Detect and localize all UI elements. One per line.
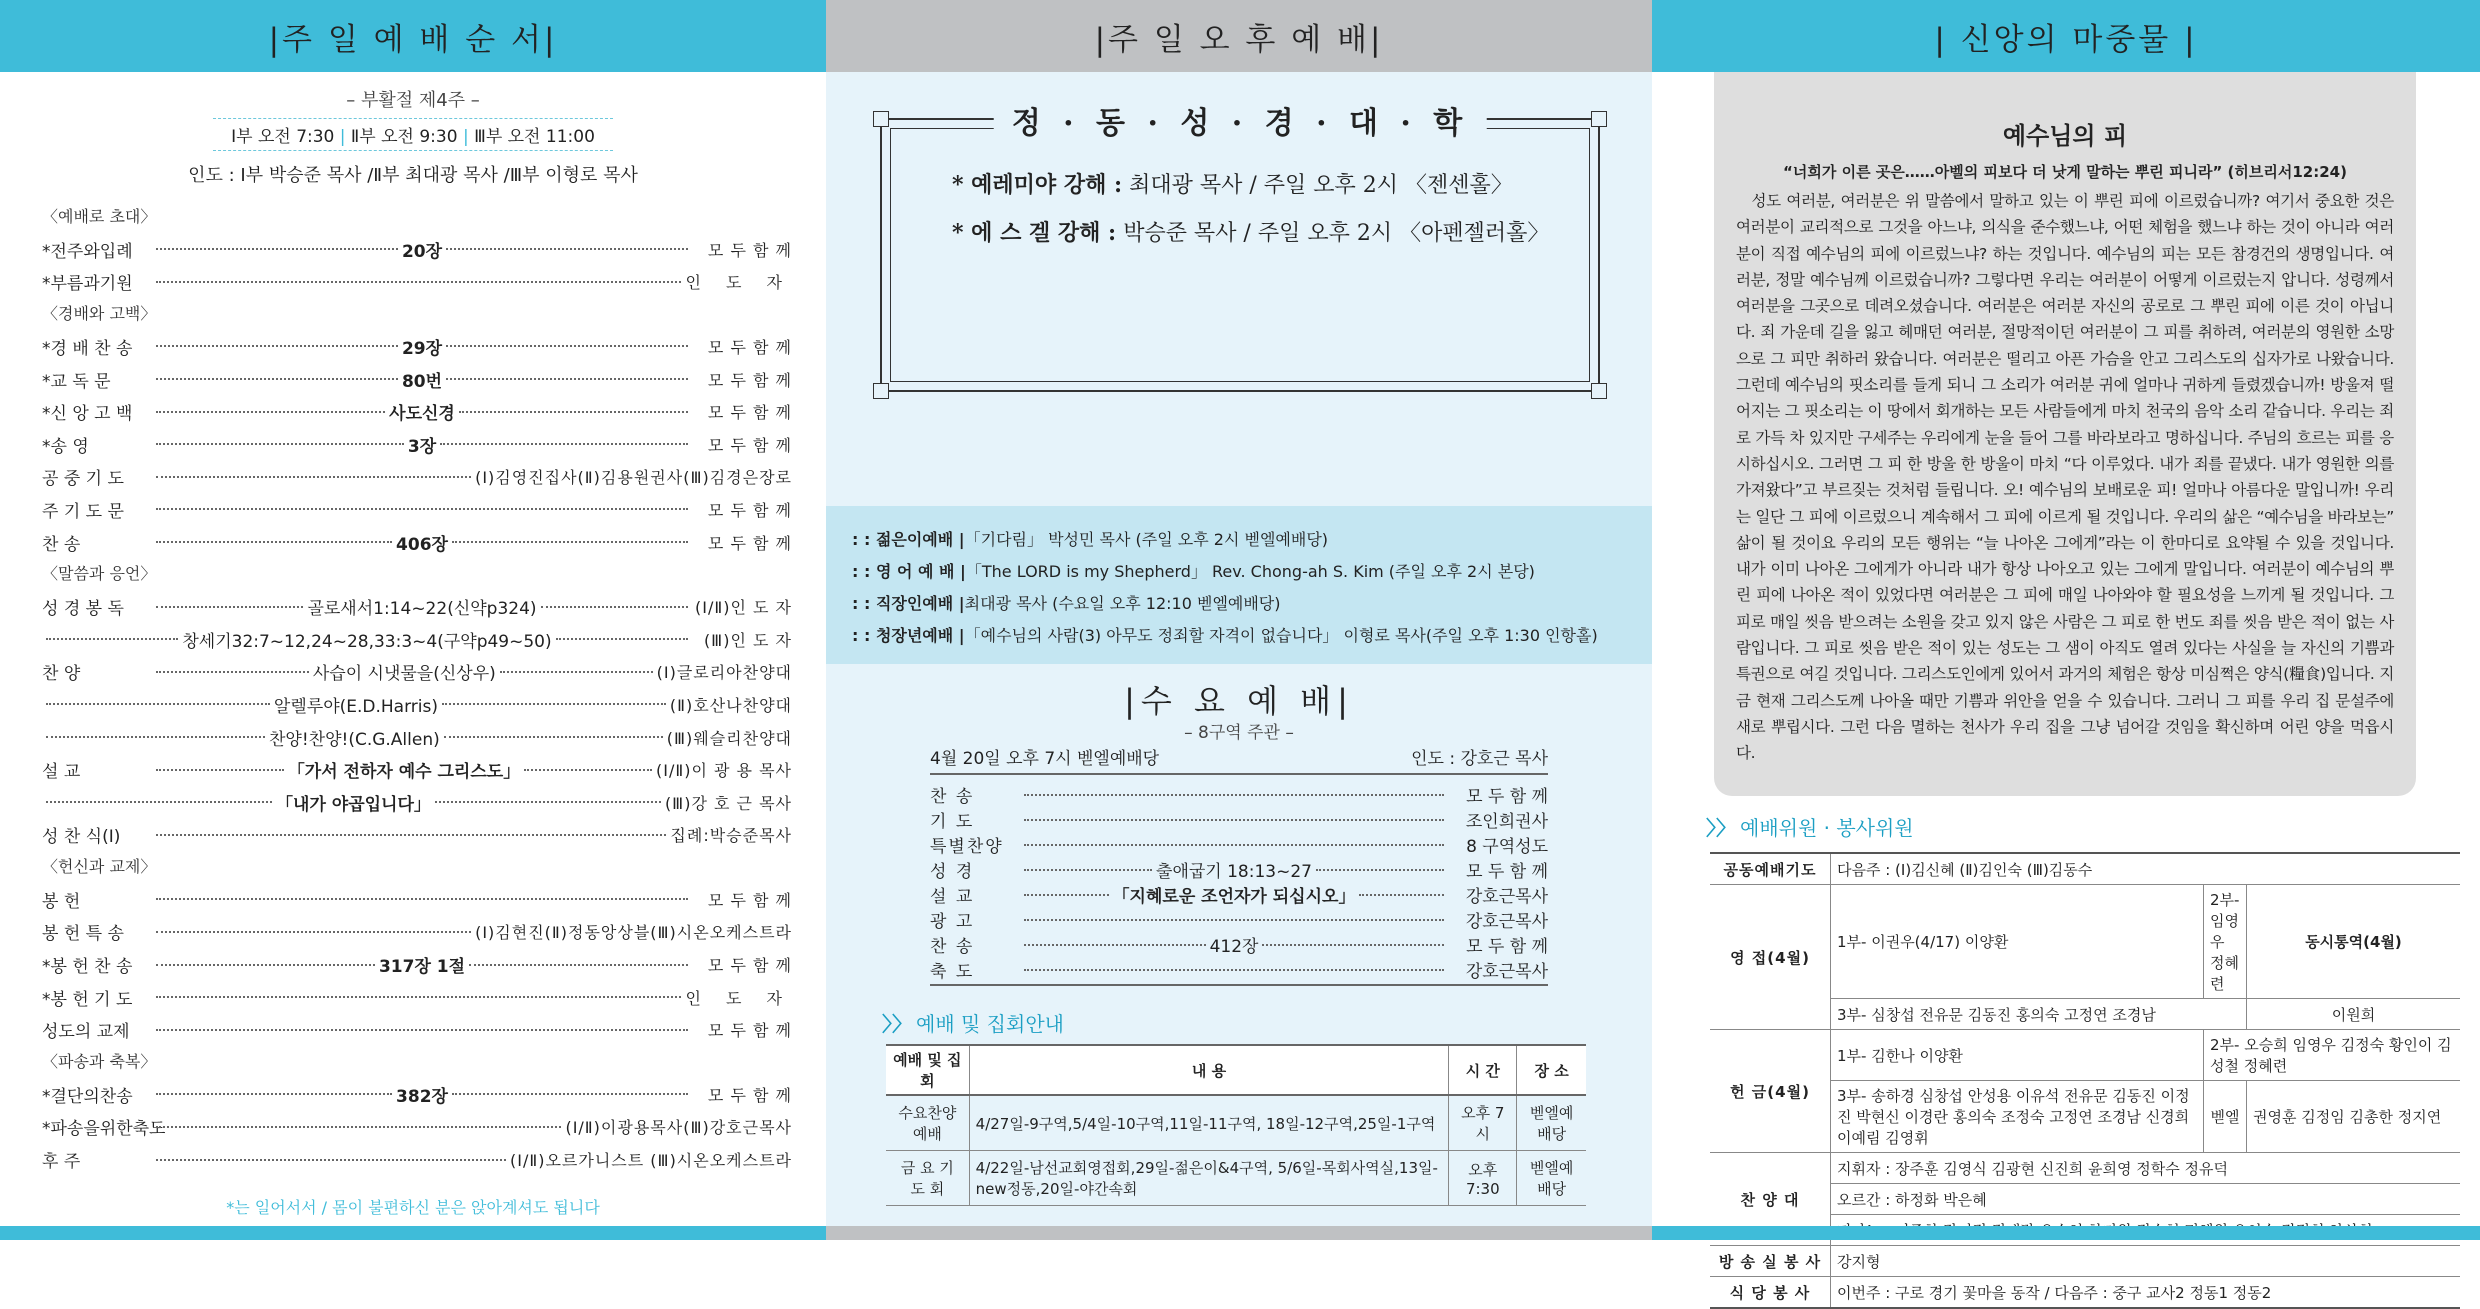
order-item-leader: 인 도 자 <box>685 273 792 293</box>
order-item-name: *송 영 <box>42 436 89 457</box>
order-item-name: 성도의 교제 <box>42 1022 130 1043</box>
order-item-name: 후 주 <box>42 1152 81 1173</box>
wednesday-worship-header: |수 요 예 배| <box>1124 682 1354 720</box>
worship-order-list <box>42 201 792 1176</box>
dot-leader <box>1262 944 1444 946</box>
faith-column <box>1652 0 2480 1302</box>
table-row: 공동예배기도 다음주 : (Ⅰ)김신혜 (Ⅱ)김인숙 (Ⅲ)김동수 <box>1710 853 2460 885</box>
dot-leader <box>1024 844 1444 846</box>
order-item-content: 창세기32:7~12,24~28,33:3~4(구약p49~50) <box>182 631 552 652</box>
wednesday-worship-info <box>930 744 1548 775</box>
afternoon-worship-column <box>826 0 1652 1240</box>
order-item-content: 「내가 야곱입니다」 <box>276 794 431 815</box>
order-item-leader: 집례:박승준목사 <box>670 826 792 846</box>
order-item-name: 성 경 봉 독 <box>42 599 124 620</box>
order-item-name: 주 기 도 문 <box>42 501 124 522</box>
double-chevron-icon: 〉〉 <box>882 1012 912 1036</box>
dot-leader <box>1024 944 1206 946</box>
divider <box>930 984 1548 986</box>
dot-leader <box>156 996 681 998</box>
wednesday-item-name: 찬 송 <box>930 937 975 957</box>
order-section-label: 〈헌신과 교제〉 <box>42 857 157 877</box>
order-item-name: *봉 헌 기 도 <box>42 989 133 1010</box>
order-item-name: *전주와입례 <box>42 241 133 262</box>
wednesday-item-content: 「지혜로운 조언자가 되십시오」 <box>1112 887 1356 907</box>
dot-leader <box>156 1029 688 1031</box>
dot-leader <box>156 606 303 608</box>
bottom-bar <box>826 1226 1652 1240</box>
wednesday-item-name: 설 교 <box>930 887 975 907</box>
wednesday-item-leader: 모 두 함 께 <box>1466 787 1548 807</box>
order-item-name: 찬 양 <box>42 664 81 685</box>
order-row <box>42 688 792 721</box>
wednesday-item-leader: 조인희권사 <box>1465 812 1548 832</box>
order-row <box>42 233 792 266</box>
dot-leader <box>459 411 688 413</box>
dot-leader <box>1024 869 1152 871</box>
order-item-leader: 모 두 함 께 <box>707 533 793 553</box>
table-row: 3부- 송하경 심창섭 안성용 이유석 전유문 김동진 이정진 박현신 이경란 홍의숙 조정숙 고정연 조경남 신경희 이예림 김영휘 벧엘 권영훈 김정임 김총한 정지연 <box>1710 1081 2460 1153</box>
dot-leader <box>156 248 398 250</box>
standing-notice: *는 일어서서 / 몸이 불편하신 분은 앉아계셔도 됩니다 <box>226 1198 600 1217</box>
wednesday-item-leader: 강호근목사 <box>1465 912 1548 932</box>
wednesday-worship-subtitle: – 8구역 주관 – <box>1184 723 1294 743</box>
order-item-leader: 모 두 함 께 <box>707 370 792 390</box>
wednesday-row <box>930 807 1548 832</box>
order-row <box>42 623 792 656</box>
wednesday-item-content: 출애굽기 18:13~27 <box>1156 862 1312 882</box>
wednesday-row <box>930 957 1548 982</box>
order-item-leader: (Ⅲ)웨슬리찬양대 <box>666 728 793 748</box>
table-header: 시 간 <box>1449 1045 1517 1095</box>
wednesday-row <box>930 882 1548 907</box>
order-item-leader: 모 두 함 께 <box>707 956 793 976</box>
order-item-name: 봉 헌 <box>42 891 81 912</box>
youth-service-line: : : 젊은이예배 |「기다림」 박성민 목사 (주일 오후 2시 벧엘예배당) <box>852 530 1329 549</box>
wednesday-item-name: 성 경 <box>930 862 975 882</box>
frame-corner <box>1591 383 1607 399</box>
dot-leader <box>446 345 688 347</box>
dot-leader <box>440 443 688 445</box>
frame-corner <box>873 383 889 399</box>
dot-leader <box>435 801 661 803</box>
devotional-quote: “너희가 이른 곳은……아벨의 피보다 더 낫게 말하는 뿌린 피니라” (히브리서12:24) <box>1783 163 2347 181</box>
dot-leader <box>156 411 385 413</box>
order-item-leader: 모 두 함 께 <box>707 1085 793 1105</box>
dot-leader <box>452 541 688 543</box>
table-row: 방 송 실 봉 사 강지형 <box>1710 1246 2460 1277</box>
order-item-leader: (Ⅲ)강 호 근 목사 <box>664 793 792 813</box>
order-row <box>42 1013 792 1046</box>
dot-leader <box>156 345 398 347</box>
order-item-name: *신 앙 고 백 <box>42 404 133 425</box>
dot-leader <box>442 703 666 705</box>
table-header: 장 소 <box>1517 1045 1586 1095</box>
order-row <box>42 883 792 916</box>
order-item-content: 알렐루야(E.D.Harris) <box>273 696 438 717</box>
faith-header: | 신앙의 마중물 | <box>1652 0 2480 72</box>
devotional-body: 성도 여러분, 여러분은 위 말씀에서 말하고 있는 이 뿌린 피에 이르렀습니까? 여기서 중요한 것은 여러분이 교리적으로 그것을 아느냐, 의식을 준수했느냐, 어떤 체험을 했느냐 하는 것이 아니라 여러분이 직접 예수님의 피에 이르렀느냐? 하는 것입니다. 예수님의 피는 모든 참경건의 생명입니다. 여러분, 정말 예수님께 이르렀습니까? 그렇다면 우리는 여러분이 어떻게 이르렀는지 압니다. 성령께서 여러분을 그곳으로 데려오셨습니다. 여러분은 여러분 자신의 공로로 그 뿌린 피에 이른 것이 아닙니다. 죄 가운데 길을 잃고 헤매던 여러분, 절망적이던 여러분이 그 피를 취하려, 여러분의 영원한 소망으로 그 피만 취하러 왔습니다. 여러분은 떨리고 아픈 가슴을 안고 그리스도의 십자가로 나왔습니다. 그런데 예수님의 핏소리를 들게 되니 그 소리가 여러분 귀에 얼마나 귀하게 들렸겠습니까! 방울져 떨어지는 그 핏소리는 이 땅에서 회개하는 모든 사람들에게 마치 천국의 음악 소리 같습니다. 우리는 죄로 가득 차 있지만 구세주는 우리에게 눈을 들어 그를 바라보라고 명하십니다. 주님의 흐르는 피를 응시하십시오. 그러면 그 피 한 방울 한 방울이 마치 “다 이루었다. 내가 죄를 끝냈다. 내가 영원한 의를 가져왔다”고 부르짖는 것처럼 들립니다. 오! 예수님의 보배로운 피! 얼마나 아름다운 말입니까! 우리는 일단 그 피에 이르렀으니 계속해서 그 피에 이르게 될 것입니다. 우리의 삶은 “예수님을 바라보는” 삶이 될 것이요 우리의 모든 행위는 “늘 나아온 그에게”라는 이 한마디로 요약될 수 있을 것입니다. 내가 이미 나아온 그에게가 아니라 내가 항상 나아오고 있는 그에게 말입니다. 여러분이 예수님의 뿌린 피에 나아온 적이 있었다면 여러분은 그 피에 매일 나아와야 할 필요성을 느끼게 될 것입니다. 그 피로 매일 씻음 받으려는 소원을 갖고 있지 않은 사람은 그 피로 한 번도 죄를 씻음 받은 적이 없는 사람입니다. 그 피로 씻음 받은 적이 있는 성도는 그 샘이 아직도 열려 있다는 사실을 늘 자신의 기쁨과 특권으로 여길 것입니다. 그리스도인에게 있어서 과거의 체험은 항상 미심쩍은 양식(糧食)입니다. 지금 현재 그리스도께 나아올 때만 기쁨과 위안을 얻을 수 있습니다. 그러니 그 피를 우리 집 문설주에 새로 뿌립시다. 그런 다음 멸하는 천사가 우리 집을 그냥 넘어갈 것임을 확신하며 어린 양을 먹읍시다. <box>1736 192 2394 763</box>
order-item-name: *결단의찬송 <box>42 1086 133 1107</box>
order-item-name: *부름과기원 <box>42 274 133 295</box>
double-chevron-icon: 〉〉 <box>1706 816 1736 840</box>
wednesday-row <box>930 832 1548 857</box>
dot-leader <box>1316 869 1444 871</box>
order-item-content: 찬양!찬양!(C.G.Allen) <box>269 729 440 750</box>
table-header: 예배 및 집회 <box>886 1045 969 1095</box>
order-item-content: 317장 1절 <box>378 957 466 978</box>
order-item-leader: 모 두 함 께 <box>707 500 792 520</box>
workers-service-line: : : 직장인예배 |최대광 목사 (수요일 오후 12:10 벧엘예배당) <box>852 594 1281 613</box>
order-item-leader: (Ⅰ/Ⅱ)이광용목사(Ⅲ)강호근목사 <box>565 1118 792 1138</box>
order-section-label: 〈경배와 고백〉 <box>42 304 157 324</box>
order-item-content: 406장 <box>396 534 448 555</box>
order-item-name: *봉 헌 찬 송 <box>42 957 133 978</box>
wednesday-item-content: 412장 <box>1209 937 1259 957</box>
wednesday-item-leader: 8 구역성도 <box>1466 837 1548 857</box>
dot-leader <box>446 248 688 250</box>
dot-leader <box>1024 819 1444 821</box>
dot-leader <box>156 1126 561 1128</box>
bottom-bar <box>1652 1226 2480 1240</box>
order-item-name: *파송을위한축도 <box>42 1119 166 1140</box>
order-item-content: 80번 <box>401 371 443 392</box>
dot-leader <box>156 834 666 836</box>
dot-leader <box>1359 894 1444 896</box>
devotional-box <box>1714 72 2416 796</box>
wednesday-item-name: 찬 송 <box>930 787 975 807</box>
dot-leader <box>1024 969 1444 971</box>
bible-college-frame <box>880 106 1600 392</box>
table-row: 오르간 : 하정화 박은혜 <box>1710 1184 2460 1215</box>
order-item-leader: (Ⅲ)인 도 자 <box>703 630 792 650</box>
order-item-leader: 모 두 함 께 <box>707 337 792 357</box>
dot-leader <box>1024 894 1109 896</box>
order-item-leader: (Ⅰ/Ⅱ)오르가니스트 (Ⅲ)시온오케스트라 <box>510 1151 792 1171</box>
order-item-content: 382장 <box>396 1086 448 1107</box>
easter-week-subtitle: – 부활절 제4주 – <box>346 90 480 111</box>
dot-leader <box>156 898 688 900</box>
order-row <box>42 1143 792 1176</box>
order-item-name: 공 중 기 도 <box>42 469 124 490</box>
dot-leader <box>1024 919 1444 921</box>
dot-leader <box>156 508 688 510</box>
order-item-leader: (Ⅰ/Ⅱ)이 광 용 목사 <box>656 761 793 781</box>
wednesday-item-name: 광 고 <box>930 912 975 932</box>
wednesday-item-leader: 강호근목사 <box>1465 887 1548 907</box>
devotional-title: 예수님의 피 <box>2002 121 2128 150</box>
order-row <box>42 753 792 786</box>
order-item-name: 봉 헌 특 송 <box>42 924 124 945</box>
dot-leader <box>524 769 652 771</box>
wednesday-item-name: 축 도 <box>930 962 975 982</box>
afternoon-worship-header: |주 일 오 후 예 배| <box>826 0 1652 72</box>
dot-leader <box>541 606 688 608</box>
dot-leader <box>156 281 681 283</box>
order-row <box>42 721 792 754</box>
lecture-jeremiah: * 예레미야 강해 : 최대광 목사 / 주일 오후 2시 〈젠센홀〉 <box>952 172 1513 198</box>
dot-leader <box>556 638 688 640</box>
order-row <box>42 461 792 494</box>
order-item-leader: (Ⅰ)글로리아찬양대 <box>656 663 793 683</box>
dot-leader <box>500 671 653 673</box>
order-item-name: *교 독 문 <box>42 371 111 392</box>
order-item-leader: 모 두 함 께 <box>707 1021 792 1041</box>
order-item-leader: (Ⅰ/Ⅱ)인 도 자 <box>694 598 792 618</box>
order-row <box>42 363 792 396</box>
wednesday-item-name: 특별찬양 <box>930 837 1004 857</box>
wednesday-order-list <box>930 782 1548 986</box>
table-row: 금 요 기 도 회 4/22일-남선교회영접회,29일-젊은이&4구역, 5/6일-목회사역실,13일-new정동,20일-야간속회 오후7:30 벧엘예배당 <box>886 1151 1586 1206</box>
adults-service-line: : : 청장년예배 |「예수님의 사람(3) 아무도 정죄할 자격이 없습니다」 이형로 목사(주일 오후 1:30 인항홀) <box>852 626 1598 645</box>
wednesday-item-name: 기 도 <box>930 812 975 832</box>
order-row <box>42 526 792 559</box>
volunteers-section-title: 〉〉 예배위원 · 봉사위원 <box>1706 816 1914 840</box>
order-item-leader: 모 두 함 께 <box>707 403 793 423</box>
order-item-content: 사습이 시냇물을(신상우) <box>312 664 496 685</box>
frame-corner <box>1591 111 1607 127</box>
dot-leader <box>446 378 688 380</box>
dot-leader <box>46 638 178 640</box>
order-section-label: 〈파송과 축복〉 <box>42 1052 157 1072</box>
volunteers-table <box>1710 852 2460 1309</box>
order-item-name: 설 교 <box>42 762 81 783</box>
wednesday-item-leader: 모 두 함 께 <box>1466 862 1548 882</box>
table-row: 헌 금(4월) 1부- 김한나 이양환 2부- 오승희 임영우 김정숙 황인이 김성철 정혜련 <box>1710 1030 2460 1081</box>
order-item-content: 3장 <box>407 436 437 457</box>
dot-leader <box>46 736 265 738</box>
order-row <box>42 493 792 526</box>
wednesday-row <box>930 857 1548 882</box>
order-section-label: 〈예배로 초대〉 <box>42 207 157 226</box>
dot-leader <box>452 1093 688 1095</box>
announcement-table <box>886 1044 1586 1206</box>
order-row <box>42 1111 792 1144</box>
order-item-leader: 모 두 함 께 <box>707 240 792 260</box>
order-item-name: *경 배 찬 송 <box>42 338 133 359</box>
wednesday-row <box>930 907 1548 932</box>
sunday-worship-header: |주 일 예 배 순 서| <box>0 0 826 72</box>
order-row <box>42 656 792 689</box>
service-time-1: Ⅰ부 오전 7:30 <box>231 127 335 147</box>
other-services-band <box>826 506 1652 664</box>
order-row <box>42 428 792 461</box>
dot-leader <box>156 443 404 445</box>
order-item-name: 성 찬 식(Ⅰ) <box>42 827 121 848</box>
order-row <box>42 786 792 819</box>
announcement-section-title: 〉〉 예배 및 집회안내 <box>882 1012 1064 1036</box>
dot-leader <box>156 964 375 966</box>
service-times: Ⅰ부 오전 7:30 | Ⅱ부 오전 9:30 | Ⅲ부 오전 11:00 <box>213 118 613 151</box>
order-row <box>42 395 792 428</box>
order-section-label: 〈말씀과 응언〉 <box>42 564 157 584</box>
table-row: 찬 양 대 지휘자 : 장주훈 김영식 김광현 신진희 윤희영 정학수 정유덕 <box>1710 1153 2460 1184</box>
sunday-worship-order-column <box>0 0 826 1240</box>
order-row <box>42 948 792 981</box>
order-row <box>42 266 792 299</box>
table-header: 내 용 <box>969 1045 1449 1095</box>
order-item-leader: (Ⅰ)김영진집사(Ⅱ)김용원권사(Ⅲ)김경은장로 <box>475 468 792 488</box>
order-row <box>42 916 792 949</box>
order-row <box>42 590 792 623</box>
dot-leader <box>46 703 270 705</box>
wednesday-row <box>930 932 1548 957</box>
order-item-content: 사도신경 <box>389 404 455 425</box>
order-item-leader: 모 두 함 께 <box>707 435 793 455</box>
dot-leader <box>156 931 471 933</box>
dot-leader <box>1024 794 1444 796</box>
order-item-content: 20장 <box>401 241 443 262</box>
order-item-content: 골로새서1:14~22(신약p324) <box>307 599 537 620</box>
wednesday-leader: 인도 : 강호근 목사 <box>1411 749 1548 769</box>
dot-leader <box>156 476 471 478</box>
order-item-content: 29장 <box>401 338 443 359</box>
bible-college-title: 정 · 동 · 성 · 경 · 대 · 학 <box>994 98 1487 142</box>
order-item-name: 찬 송 <box>42 534 81 555</box>
dot-leader <box>156 769 284 771</box>
dot-leader <box>444 736 663 738</box>
dot-leader <box>156 1093 392 1095</box>
table-row: 3부- 심창섭 전유문 김동진 홍의숙 고정연 조경남 이원희 <box>1710 999 2460 1030</box>
english-service-line: : : 영 어 예 배 |「The LORD is my Shepherd」 Rev. Chong-ah S. Kim (주일 오후 2시 본당) <box>852 562 1535 581</box>
order-row <box>42 1078 792 1111</box>
dot-leader <box>156 541 392 543</box>
order-item-leader: (Ⅱ)호산나찬양대 <box>669 695 793 715</box>
wednesday-item-leader: 모 두 함 께 <box>1466 937 1548 957</box>
service-time-3: Ⅲ부 오전 11:00 <box>474 127 595 147</box>
table-row: 영 접(4월) 1부- 이권우(4/17) 이양환 2부- 임영우 정혜련 동시통역(4월) <box>1710 885 2460 999</box>
table-row: 수요찬양예배 4/27일-9구역,5/4일-10구역,11일-11구역, 18일-12구역,25일-1구역 오후 7시 벧엘예배당 <box>886 1095 1586 1151</box>
service-time-2: Ⅱ부 오전 9:30 <box>350 127 458 147</box>
bottom-bar <box>0 1226 826 1240</box>
table-row: 식 당 봉 사 이번주 : 구로 경기 꽃마을 동작 / 다음주 : 중구 교사2 정동1 정동2 <box>1710 1277 2460 1309</box>
dot-leader <box>156 1159 506 1161</box>
order-item-content: 「가서 전하자 예수 그리스도」 <box>287 762 521 783</box>
dot-leader <box>469 964 688 966</box>
order-row <box>42 819 792 852</box>
dot-leader <box>156 671 309 673</box>
frame-corner <box>873 111 889 127</box>
dot-leader <box>46 801 272 803</box>
service-leaders: 인도 : Ⅰ부 박승준 목사 /Ⅱ부 최대광 목사 /Ⅲ부 이형로 목사 <box>188 165 638 186</box>
order-row <box>42 330 792 363</box>
wednesday-date: 4월 20일 오후 7시 벧엘예배당 <box>930 749 1160 769</box>
order-item-leader: (Ⅰ)김현진(Ⅱ)정동앙상블(Ⅲ)시온오케스트라 <box>475 923 792 943</box>
wednesday-item-leader: 강호근목사 <box>1465 962 1548 982</box>
order-row <box>42 981 792 1014</box>
order-item-leader: 모 두 함 께 <box>707 890 792 910</box>
order-item-leader: 인 도 자 <box>685 988 792 1008</box>
lecture-ezekiel: * 에 스 겔 강해 : 박승준 목사 / 주일 오후 2시 〈아펜젤러홀〉 <box>952 220 1550 246</box>
dot-leader <box>156 378 398 380</box>
wednesday-row <box>930 782 1548 807</box>
